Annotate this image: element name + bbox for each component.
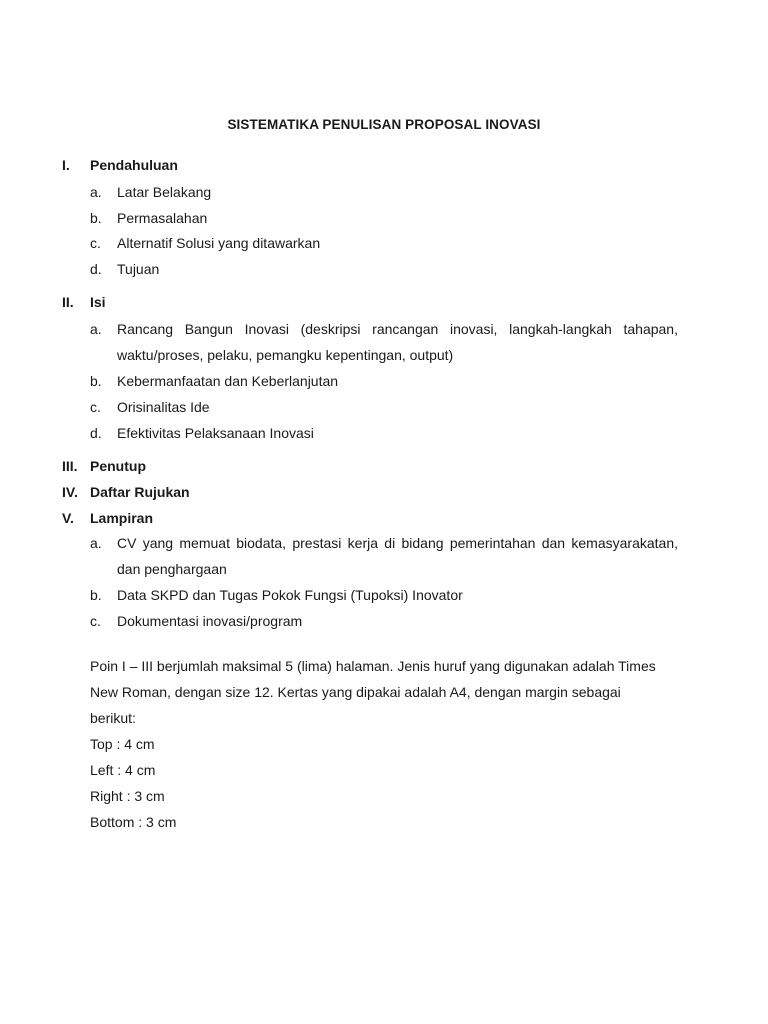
item-text: Data SKPD dan Tugas Pokok Fungsi (Tupoksi) Inovator (117, 587, 463, 603)
list-item (90, 582, 678, 608)
section-title: Pendahuluan (90, 157, 178, 173)
item-text: Kebermanfaatan dan Keberlanjutan (117, 373, 339, 389)
item-text: Alternatif Solusi yang ditawarkan (117, 235, 321, 251)
list-item (90, 179, 678, 205)
margin-right: Right : 3 cm (90, 788, 165, 804)
item-text: Latar Belakang (117, 184, 212, 200)
section-heading-isi (62, 294, 106, 310)
section-heading-pendahuluan (62, 157, 178, 173)
item-text: CV yang memuat biodata, prestasi kerja di bidang pemerintahan dan kemasyarakatan, dan penghargaan (117, 535, 678, 577)
section-heading-lampiran (62, 510, 153, 526)
item-letter: c. (90, 235, 101, 251)
list-item (90, 230, 678, 256)
section-title: Daftar Rujukan (90, 484, 190, 500)
item-text: Tujuan (117, 261, 160, 277)
item-text: Orisinalitas Ide (117, 399, 210, 415)
note-line: New Roman, dengan size 12. Kertas yang dipakai adalah A4, dengan margin sebagai (90, 684, 621, 700)
list-item (90, 256, 678, 282)
section-heading-penutup (62, 458, 146, 474)
margin-left: Left : 4 cm (90, 762, 156, 778)
list-item (90, 368, 678, 394)
item-text: Dokumentasi inovasi/program (117, 613, 303, 629)
list-item (90, 530, 678, 582)
note-line: berikut: (90, 710, 136, 726)
section-title: Isi (90, 294, 106, 310)
list-item (90, 420, 678, 446)
item-letter: c. (90, 399, 101, 415)
item-text: Permasalahan (117, 210, 208, 226)
item-letter: b. (90, 210, 102, 226)
margin-bottom: Bottom : 3 cm (90, 814, 177, 830)
item-letter: a. (90, 184, 102, 200)
item-letter: b. (90, 373, 102, 389)
list-item (90, 205, 678, 231)
document-title: SISTEMATIKA PENULISAN PROPOSAL INOVASI (227, 117, 541, 132)
note-line: Poin I – III berjumlah maksimal 5 (lima) halaman. Jenis huruf yang digunakan adalah Times (90, 658, 656, 674)
note-paragraph (90, 653, 690, 835)
item-letter: b. (90, 587, 102, 603)
section-title: Lampiran (90, 510, 154, 526)
section-number: III. (62, 458, 78, 474)
list-item (90, 608, 678, 634)
section-number: II. (62, 294, 74, 310)
item-letter: a. (90, 535, 102, 551)
section-number: V. (62, 510, 74, 526)
list-item (90, 394, 678, 420)
list-item (90, 316, 678, 368)
section-heading-daftar-rujukan (62, 484, 190, 500)
section-title: Penutup (90, 458, 146, 474)
item-letter: c. (90, 613, 101, 629)
item-letter: d. (90, 425, 102, 441)
margin-top: Top : 4 cm (90, 736, 155, 752)
item-letter: d. (90, 261, 102, 277)
section-number: I. (62, 157, 70, 173)
section-number: IV. (62, 484, 78, 500)
item-letter: a. (90, 321, 102, 337)
item-text: Rancang Bangun Inovasi (deskripsi rancangan inovasi, langkah-langkah tahapan, waktu/proses, pelaku, pemangku kepentingan, output) (117, 321, 678, 363)
item-text: Efektivitas Pelaksanaan Inovasi (117, 425, 314, 441)
